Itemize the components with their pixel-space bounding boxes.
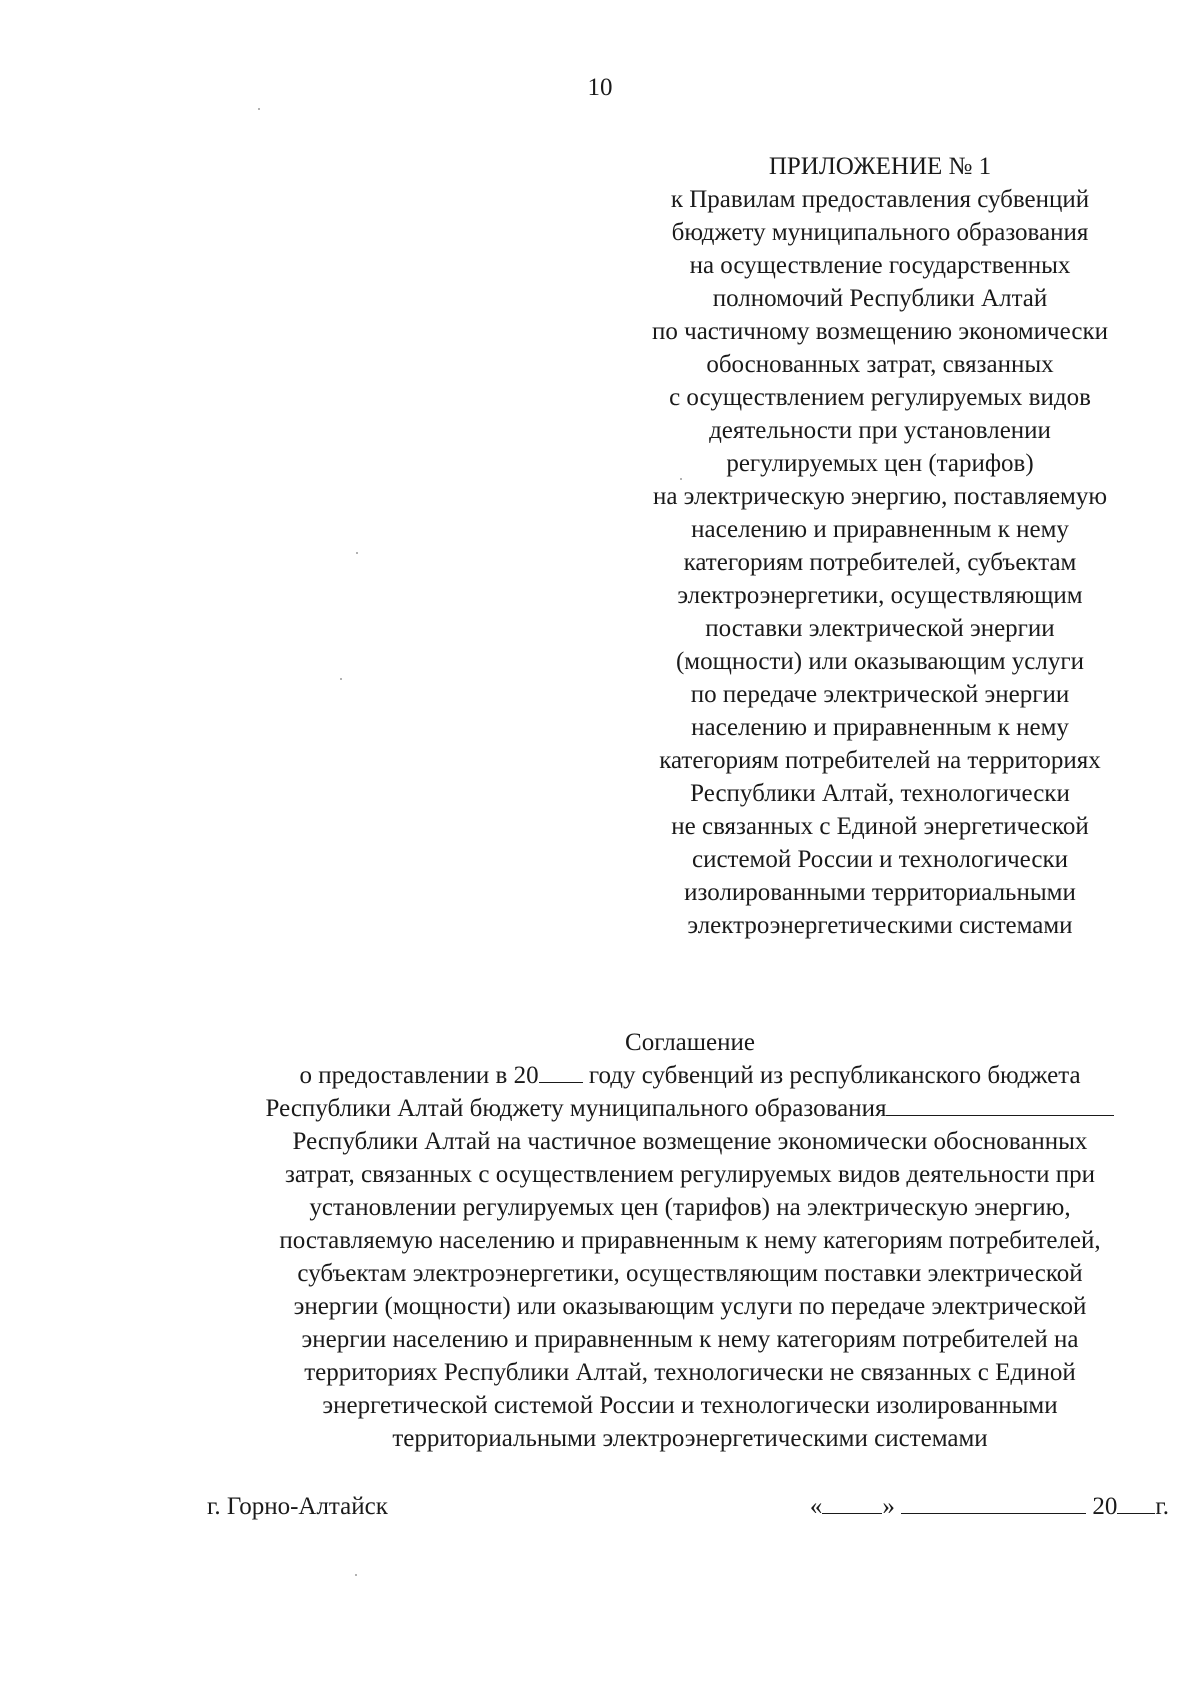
scan-speck xyxy=(355,1574,357,1576)
agreement-block xyxy=(190,1026,1190,1455)
agreement-line: территориальными электроэнергетическими системами xyxy=(392,1425,988,1452)
appendix-line: электроэнергетическими системами xyxy=(687,912,1073,939)
appendix-line: электроэнергетики, осуществляющим xyxy=(677,582,1083,609)
scan-speck xyxy=(680,478,682,480)
agreement-line: субъектам электроэнергетики, осуществляющим поставки электрической xyxy=(297,1260,1083,1287)
appendix-line: к Правилам предоставления субвенций xyxy=(670,186,1090,213)
agreement-heading: Соглашение xyxy=(625,1029,755,1056)
close-quote: » xyxy=(882,1493,895,1520)
page-number: 10 xyxy=(587,74,613,101)
agreement-line: установлении регулируемых цен (тарифов) на электрическую энергию, xyxy=(309,1194,1071,1221)
agreement-line: энергии (мощности) или оказывающим услуги по передаче электрической xyxy=(293,1293,1087,1320)
appendix-line: населению и приравненным к нему xyxy=(691,516,1069,543)
agreement-line: Республики Алтай на частичное возмещение экономически обоснованных xyxy=(292,1128,1088,1155)
scan-speck xyxy=(258,108,260,110)
appendix-line: на электрическую энергию, поставляемую xyxy=(652,483,1108,510)
date-line xyxy=(810,1490,1169,1523)
appendix-line: категориям потребителей на территориях xyxy=(659,747,1101,774)
year-suffix-blank[interactable] xyxy=(1117,1491,1155,1514)
scan-speck xyxy=(356,552,358,554)
appendix-line: регулируемых цен (тарифов) xyxy=(726,450,1034,477)
month-blank[interactable] xyxy=(901,1491,1086,1514)
appendix-title: ПРИЛОЖЕНИЕ № 1 xyxy=(768,153,992,180)
open-quote: « xyxy=(809,1493,823,1520)
year-prefix: 20 xyxy=(1092,1493,1118,1520)
scan-speck xyxy=(340,678,342,680)
appendix-line: поставки электрической энергии xyxy=(705,615,1055,642)
appendix-line: с осуществлением регулируемых видов xyxy=(669,384,1091,411)
municipality-blank[interactable] xyxy=(886,1093,1114,1116)
appendix-block xyxy=(600,150,1160,942)
agreement-line-1-end: году субвенций из республиканского бюджета xyxy=(582,1062,1081,1089)
year-blank[interactable] xyxy=(539,1060,583,1083)
appendix-line: полномочий Республики Алтай xyxy=(712,285,1048,312)
appendix-line: не связанных с Единой энергетической xyxy=(671,813,1089,840)
agreement-line-2-start: Республики Алтай бюджету муниципального образования xyxy=(265,1095,887,1122)
agreement-line: затрат, связанных с осуществлением регулируемых видов деятельности при xyxy=(284,1161,1096,1188)
appendix-line: на осуществление государственных xyxy=(689,252,1071,279)
agreement-line: территориях Республики Алтай, технологически не связанных с Единой xyxy=(304,1359,1076,1386)
agreement-line-1 xyxy=(190,1059,1190,1092)
city-name: г. Горно-Алтайск xyxy=(207,1493,388,1520)
agreement-line-1-start: о предоставлении в 20 xyxy=(299,1062,539,1089)
appendix-line: по частичному возмещению экономически xyxy=(652,318,1108,345)
appendix-line: деятельности при установлении xyxy=(709,417,1051,444)
signature-row xyxy=(207,1490,1169,1524)
day-blank[interactable] xyxy=(822,1491,882,1514)
appendix-line: системой России и технологически xyxy=(691,846,1069,873)
agreement-line-2 xyxy=(190,1092,1190,1125)
appendix-line: Республики Алтай, технологически xyxy=(690,780,1070,807)
appendix-line: бюджету муниципального образования xyxy=(671,219,1089,246)
agreement-line: энергии населению и приравненным к нему категориям потребителей на xyxy=(301,1326,1079,1353)
appendix-line: населению и приравненным к нему xyxy=(691,714,1069,741)
agreement-line: энергетической системой России и технологически изолированными xyxy=(322,1392,1058,1419)
appendix-line: по передаче электрической энергии xyxy=(690,681,1070,708)
appendix-line: категориям потребителей, субъектам xyxy=(683,549,1077,576)
year-suffix: г. xyxy=(1155,1493,1169,1520)
appendix-line: изолированными территориальными xyxy=(684,879,1076,906)
appendix-line: обоснованных затрат, связанных xyxy=(706,351,1054,378)
agreement-line: поставляемую населению и приравненным к нему категориям потребителей, xyxy=(279,1227,1101,1254)
appendix-line: (мощности) или оказывающим услуги xyxy=(675,648,1085,675)
